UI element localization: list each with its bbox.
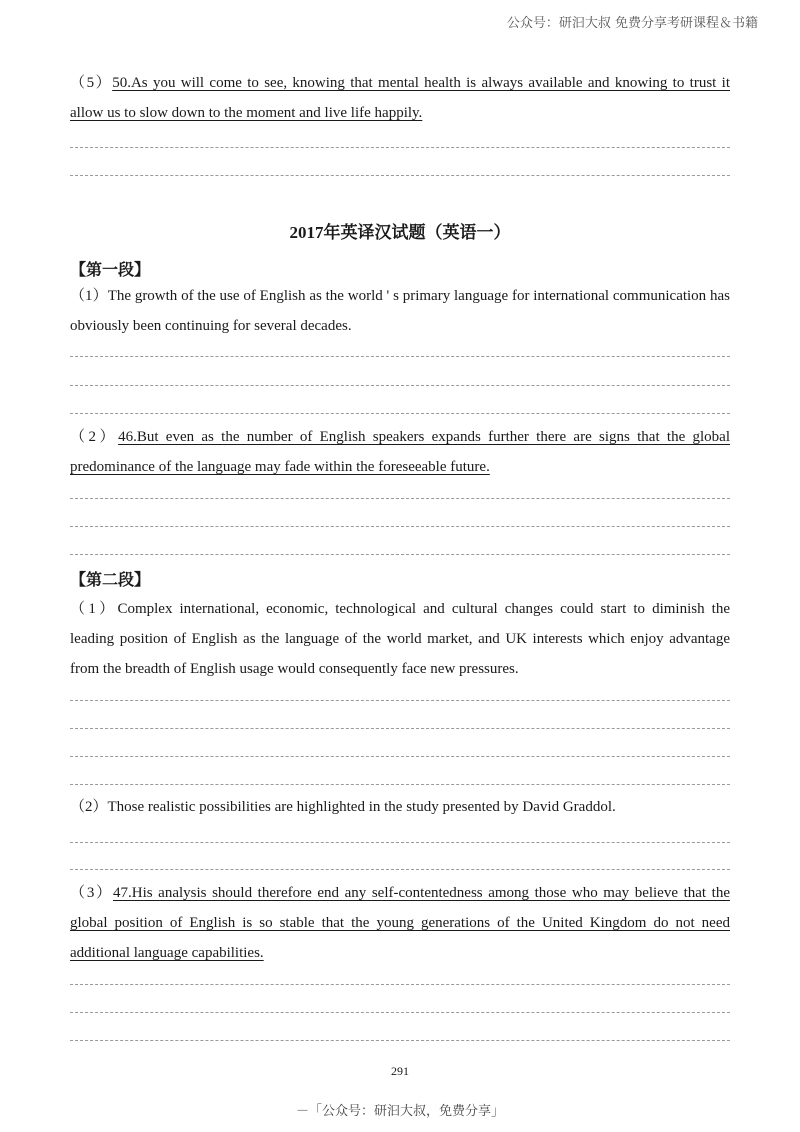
- answer-line: [70, 356, 730, 357]
- answer-line: [70, 700, 730, 701]
- paragraph-5: [70, 68, 730, 128]
- answer-line: [70, 869, 730, 870]
- answer-line: [70, 728, 730, 729]
- footer-text: －「公众号：研汩大叔，免费分享」: [295, 1104, 504, 1119]
- item-number: （5）: [70, 75, 113, 91]
- sentence: Complex international, economic, technological and cultural changes could start to diminish the leading position of English as the language of the world market, and UK interests which enjoy advantage from the breadth of English usage would consequently face new pressures.: [70, 601, 730, 677]
- underlined-sentence: 46.But even as the number of English speakers expands further there are signs that the global predominance of the language may fade within the foreseeable future.: [70, 429, 730, 475]
- answer-line: [70, 498, 730, 499]
- item-number: （3）: [70, 885, 113, 901]
- paragraph-1-1: [70, 281, 730, 341]
- answer-line: [70, 526, 730, 527]
- sentence: The growth of the use of English as the world ' s primary language for international communication has obviously been continuing for several decades.: [70, 288, 730, 334]
- item-number: （1）: [70, 601, 118, 617]
- answer-line: [70, 984, 730, 985]
- paragraph-2-1: [70, 594, 730, 684]
- sentence: Those realistic possibilities are highlighted in the study presented by David Graddol.: [107, 799, 616, 815]
- answer-line: [70, 413, 730, 414]
- item-number: （2）: [70, 799, 108, 815]
- answer-line: [70, 1040, 730, 1041]
- answer-line: [70, 784, 730, 785]
- paragraph-heading-1: 【第一段】: [70, 262, 151, 279]
- answer-line: [70, 756, 730, 757]
- paragraph-heading-2: 【第二段】: [70, 572, 151, 589]
- answer-line: [70, 147, 730, 148]
- item-number: （1）: [70, 288, 108, 304]
- answer-line: [70, 842, 730, 843]
- paragraph-2-2: [70, 792, 730, 822]
- answer-line: [70, 385, 730, 386]
- paragraph-2-3: [70, 878, 730, 968]
- section-title: 2017年英译汉试题（英语一）: [289, 223, 511, 242]
- item-number: （2）: [70, 429, 119, 445]
- header-watermark: 公众号：研汩大叔 免费分享考研课程＆书籍: [506, 16, 758, 31]
- answer-line: [70, 554, 730, 555]
- page-number: 291: [391, 1064, 409, 1078]
- paragraph-1-2: [70, 422, 730, 482]
- underlined-sentence: 50.As you will come to see, knowing that mental health is always available and knowing to trust it allow us to slow down to the moment and live life happily.: [70, 75, 730, 121]
- answer-line: [70, 1012, 730, 1013]
- underlined-sentence: 47.His analysis should therefore end any self-contentedness among those who may believe that the global position of English is so stable that the young generations of the United Kingdom do not need additional language capabilities.: [70, 885, 730, 961]
- answer-line: [70, 175, 730, 176]
